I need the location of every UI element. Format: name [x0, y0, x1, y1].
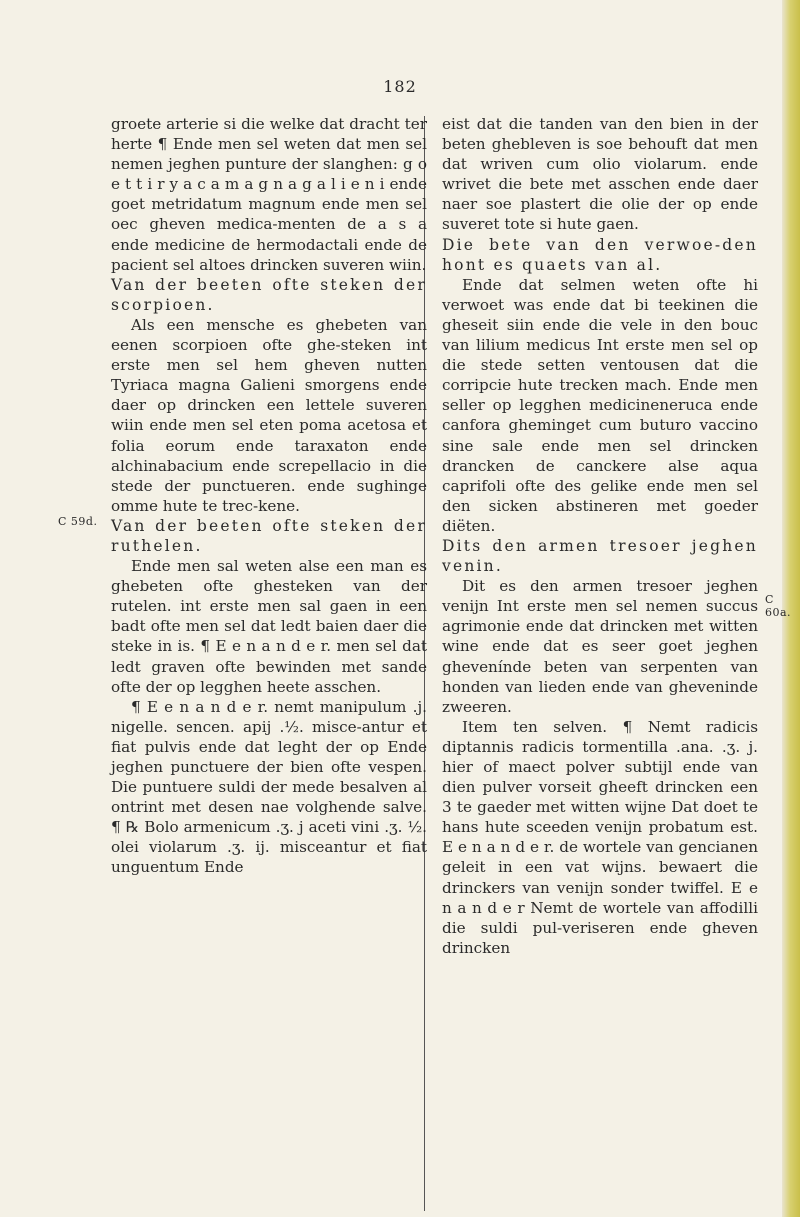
right-heading-tresoer: Dits den armen tresoer jeghen venin. — [442, 536, 758, 576]
left-scorpion-paragraph: Als een mensche es ghebeten van eenen scorpioen ofte ghe-steken int erste men sel hem gheven nutten Tyriaca magna Galieni smorgens ende daer op drincken een lettele suveren wiin ende men sel eten poma acetosa et folia eorum ende taraxaton ende alchinabacium ende screpellacio in die stede der punctueren. ende sughinge omme hute te trec-kene. — [111, 315, 427, 515]
right-intro-paragraph: eist dat die tanden van den bien in der beten ghebleven is soe behouft dat men dat wriven cum olio violarum. ende wrivet die bete met asschen ende daer naer soe plastert die olie der op ende suveret tote si hute gaen. — [442, 115, 758, 234]
left-ruthelen-paragraph-1: Ende men sal weten alse een man es ghebeten ofte ghesteken van der rutelen. int erste men sal gaen in een badt ofte men sel dat ledt baien daer die steke in is. ¶ E e n a n d e r. men sel dat ledt graven ofte bewinden met sande ofte der op legghen heete asschen. — [111, 557, 427, 696]
left-heading-ruthelen: Van der beeten ofte steken der ruthelen. — [111, 516, 427, 555]
margin-note-left: C 59d. — [58, 515, 98, 528]
left-column — [111, 114, 427, 878]
right-column — [442, 114, 758, 958]
right-tresoer-paragraph-2: Item ten selven. ¶ Nemt radicis diptannis radicis tormentilla .ana. .ʒ. j. hier of maect polver subtijl ende van dien pulver vorseit gheeft drincken een 3 te gaeder met witten wijne Dat doet te hans hute sceeden venijn probatum est. E e n a n d e r. de wortele van gencianen geleit in een vat wijns. bewaert die drinckers van venijn sonder twiffel. E e n a n d e r Nemt de wortele van affodilli die suldi pul-veriseren ende gheven drincken — [442, 717, 758, 957]
margin-note-right: C 60a. — [765, 593, 792, 619]
left-intro-paragraph: groete arterie si die welke dat dracht ter herte ¶ Ende men sel weten dat men sel nemen jeghen punture der slanghen: g o e t t i r y a c a m a g n a g a l i e n i ende goet metridatum magnum ende men sel oec gheven medica-menten de a s a ende medicine de hermodactali ende de pacient sel altoes drincken suveren wiin. — [111, 115, 427, 274]
right-tresoer-paragraph-1: Dit es den armen tresoer jeghen venijn Int erste men sel nemen succus agrimonie ende dat drincken met witten wine ende dat es seer goet jeghen ghevenínde beten van serpenten van honden van lieden ende van gheveninde zweeren. — [442, 577, 758, 716]
right-heading-hont: Die bete van den verwoe-den hont es quaets van al. — [442, 235, 758, 274]
right-hont-paragraph: Ende dat selmen weten ofte hi verwoet was ende dat bi teekinen die gheseit siin ende die vele in den bouc van lilium medicus Int erste men sel op die stede setten ventousen dat die corripcie hute trecken mach. Ende men seller op legghen medicineneruca ende canfora gheminget cum buturo vaccino sine sale ende men sel drincken drancken de canckere alse aqua caprifoli ofte des gelike ende men sel den sicken abstineren met goeder diëten. — [442, 275, 758, 535]
left-ruthelen-paragraph-2: ¶ E e n a n d e r. nemt manipulum .j. nigelle. sencen. apij .½. misce-antur et fiat pulvis ende dat leght der op Ende jeghen punctuere der bien ofte vespen. Die puntuere suldi der mede besalven al ontrint met desen nae volghende salve. ¶ ℞ Bolo armenicum .ʒ. j aceti vini .ʒ. ½. olei violarum .ʒ. ij. misceantur et fiat unguentum Ende — [111, 697, 427, 877]
left-heading-scorpion: Van der beeten ofte steken der scorpioen. — [111, 275, 427, 314]
page-number: 182 — [383, 77, 417, 96]
